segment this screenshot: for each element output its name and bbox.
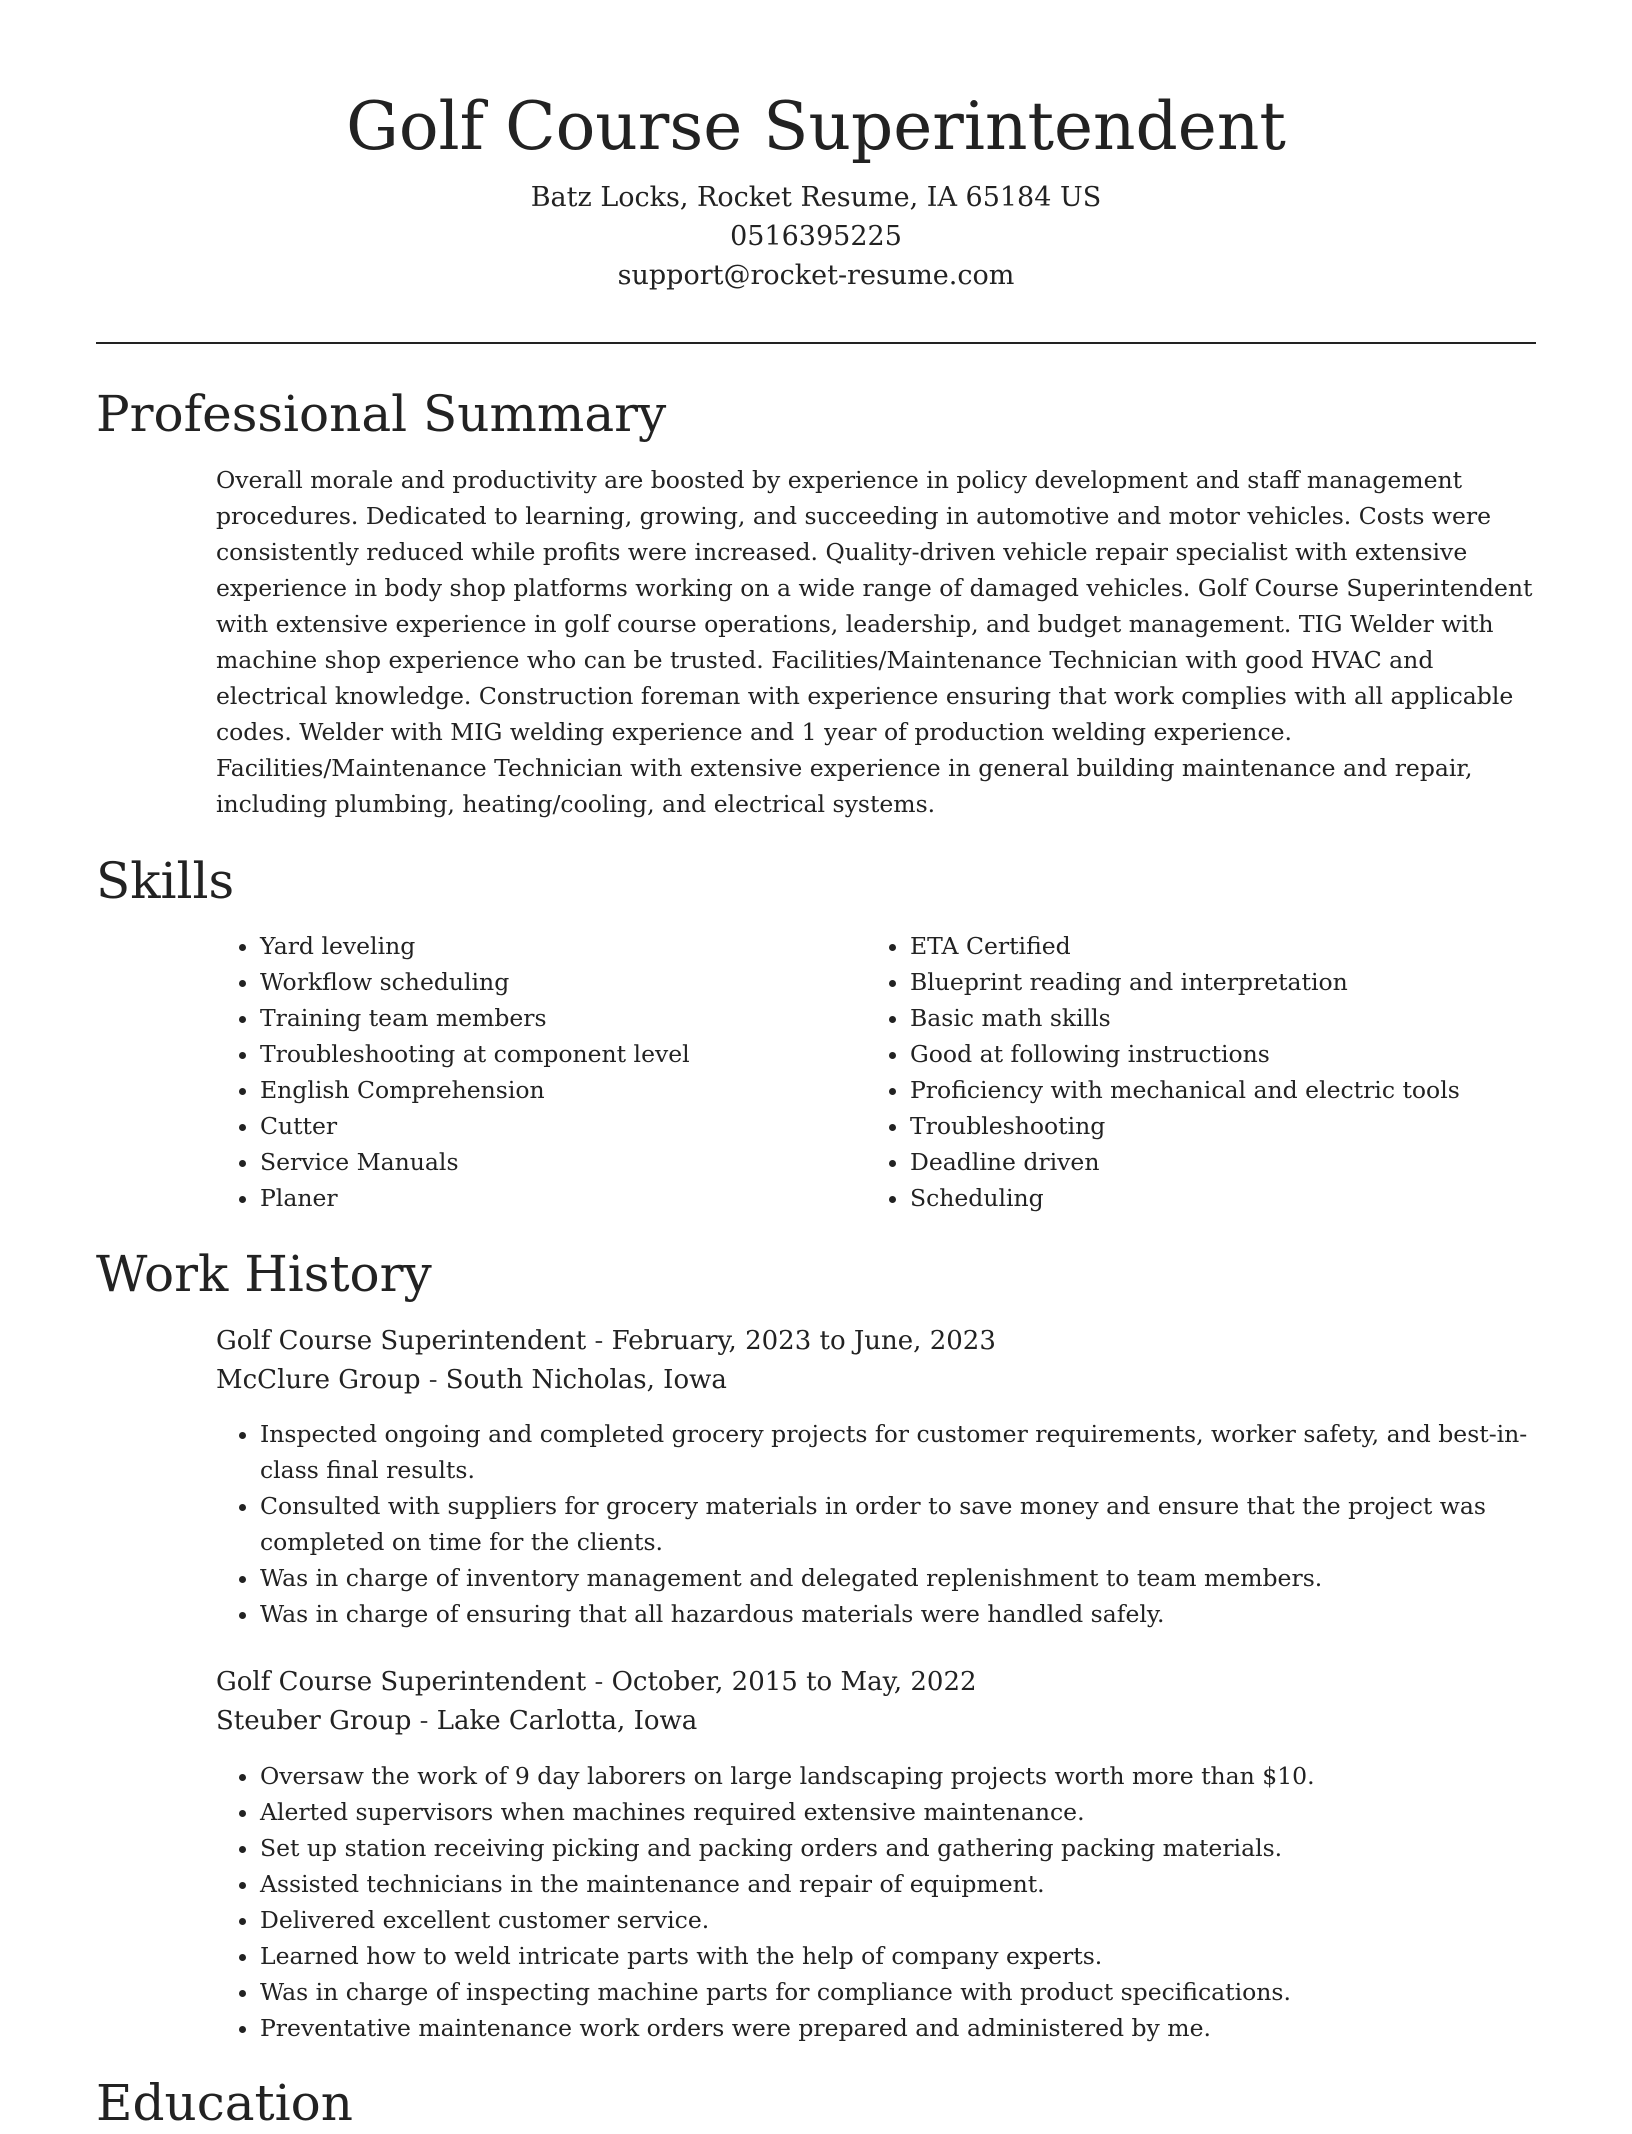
skill-item: • Scheduling bbox=[910, 1180, 1580, 1216]
skill-item: • Blueprint reading and interpretation bbox=[910, 964, 1580, 1000]
duty-item: • Preventative maintenance work orders were prepared and administered by me. bbox=[260, 2010, 1580, 2046]
job-header bbox=[216, 1663, 1536, 1741]
job-company-line bbox=[216, 1361, 1536, 1400]
summary-text: Overall morale and productivity are boosted by experience in policy development and staff management procedures. Dedicated to learning, growing, and succeeding in automotive and motor vehicles. Costs were consistently reduced while profits were increased. Quality-driven vehicle repair specialist with extensive experience in body shop platforms working on a wide range of damaged vehicles. Golf Course Superintendent with extensive experience in golf course operations, leadership, and budget management. TIG Welder with machine shop experience who can be trusted. Facilities/Maintenance Technician with good HVAC and electrical knowledge. Construction foreman with experience ensuring that work complies with all applicable codes. Welder with MIG welding experience and 1 year of production welding experience. Facilities/Maintenance Technician with extensive experience in general building maintenance and repair, including plumbing, heating/cooling, and electrical systems. bbox=[216, 466, 1533, 818]
duty-item: • Was in charge of inspecting machine parts for compliance with product specifications. bbox=[260, 1974, 1580, 2010]
skill-item: • Planer bbox=[260, 1180, 880, 1216]
skills-list-left bbox=[216, 928, 880, 1216]
separator: - bbox=[419, 1706, 429, 1736]
job-location: South Nicholas, Iowa bbox=[445, 1365, 727, 1395]
contact-address: Batz Locks, Rocket Resume, IA 65184 US bbox=[530, 182, 1102, 213]
duty-item: • Set up station receiving picking and packing orders and gathering packing materials. bbox=[260, 1830, 1580, 1866]
skill-item: • Training team members bbox=[260, 1000, 880, 1036]
job-header bbox=[216, 1322, 1536, 1400]
duty-item: • Consulted with suppliers for grocery materials in order to save money and ensure that the project was completed on time for the clients. bbox=[260, 1488, 1580, 1560]
resume-name: Golf Course Superintendent bbox=[346, 88, 1286, 165]
header-divider bbox=[96, 342, 1536, 344]
duty-item: • Oversaw the work of 9 day laborers on large landscaping projects worth more than $10. bbox=[260, 1758, 1580, 1794]
job-title-line bbox=[216, 1322, 1536, 1361]
separator: - bbox=[428, 1365, 438, 1395]
skill-item: • Deadline driven bbox=[910, 1144, 1580, 1180]
duty-item: • Learned how to weld intricate parts with the help of company experts. bbox=[260, 1938, 1580, 1974]
job-dates: February, 2023 to June, 2023 bbox=[611, 1326, 996, 1356]
skill-item: • Service Manuals bbox=[260, 1144, 880, 1180]
duty-item: • Was in charge of ensuring that all hazardous materials were handled safely. bbox=[260, 1596, 1580, 1632]
job-duties-list bbox=[216, 1416, 1580, 1632]
summary-heading: Professional Summary bbox=[96, 385, 667, 443]
job-company: Steuber Group bbox=[216, 1706, 412, 1736]
job-company: McClure Group bbox=[216, 1365, 421, 1395]
skill-item: • ETA Certified bbox=[910, 928, 1580, 964]
job-duties-list bbox=[216, 1758, 1580, 2046]
job-company-line bbox=[216, 1702, 1536, 1741]
skill-item: • Troubleshooting at component level bbox=[260, 1036, 880, 1072]
duty-item: • Was in charge of inventory management and delegated replenishment to team members. bbox=[260, 1560, 1580, 1596]
contact-phone: 0516395225 bbox=[730, 221, 902, 252]
work-history-heading: Work History bbox=[96, 1245, 432, 1303]
job-title-line bbox=[216, 1663, 1536, 1702]
skill-item: • Good at following instructions bbox=[910, 1036, 1580, 1072]
duty-item: • Inspected ongoing and completed grocery projects for customer requirements, worker safety, and best-in-class final results. bbox=[260, 1416, 1580, 1488]
skill-item: • Proficiency with mechanical and electric tools bbox=[910, 1072, 1580, 1108]
skill-item: • Workflow scheduling bbox=[260, 964, 880, 1000]
job-title: Golf Course Superintendent bbox=[216, 1326, 587, 1356]
job-dates: October, 2015 to May, 2022 bbox=[611, 1667, 977, 1697]
education-heading: Education bbox=[96, 2074, 353, 2132]
separator: - bbox=[594, 1667, 604, 1697]
contact-email: support@rocket-resume.com bbox=[617, 260, 1015, 291]
contact-info bbox=[96, 178, 1536, 295]
skill-item: • Troubleshooting bbox=[910, 1108, 1580, 1144]
resume-header bbox=[96, 84, 1536, 295]
job-location: Lake Carlotta, Iowa bbox=[436, 1706, 698, 1736]
skill-item: • English Comprehension bbox=[260, 1072, 880, 1108]
skills-list-right bbox=[866, 928, 1580, 1216]
job-title: Golf Course Superintendent bbox=[216, 1667, 587, 1697]
duty-item: • Alerted supervisors when machines required extensive maintenance. bbox=[260, 1794, 1580, 1830]
separator: - bbox=[594, 1326, 604, 1356]
skills-heading: Skills bbox=[96, 852, 235, 910]
duty-item: • Assisted technicians in the maintenance and repair of equipment. bbox=[260, 1866, 1580, 1902]
duty-item: • Delivered excellent customer service. bbox=[260, 1902, 1580, 1938]
skill-item: • Basic math skills bbox=[910, 1000, 1580, 1036]
skill-item: • Cutter bbox=[260, 1108, 880, 1144]
skill-item: • Yard leveling bbox=[260, 928, 880, 964]
